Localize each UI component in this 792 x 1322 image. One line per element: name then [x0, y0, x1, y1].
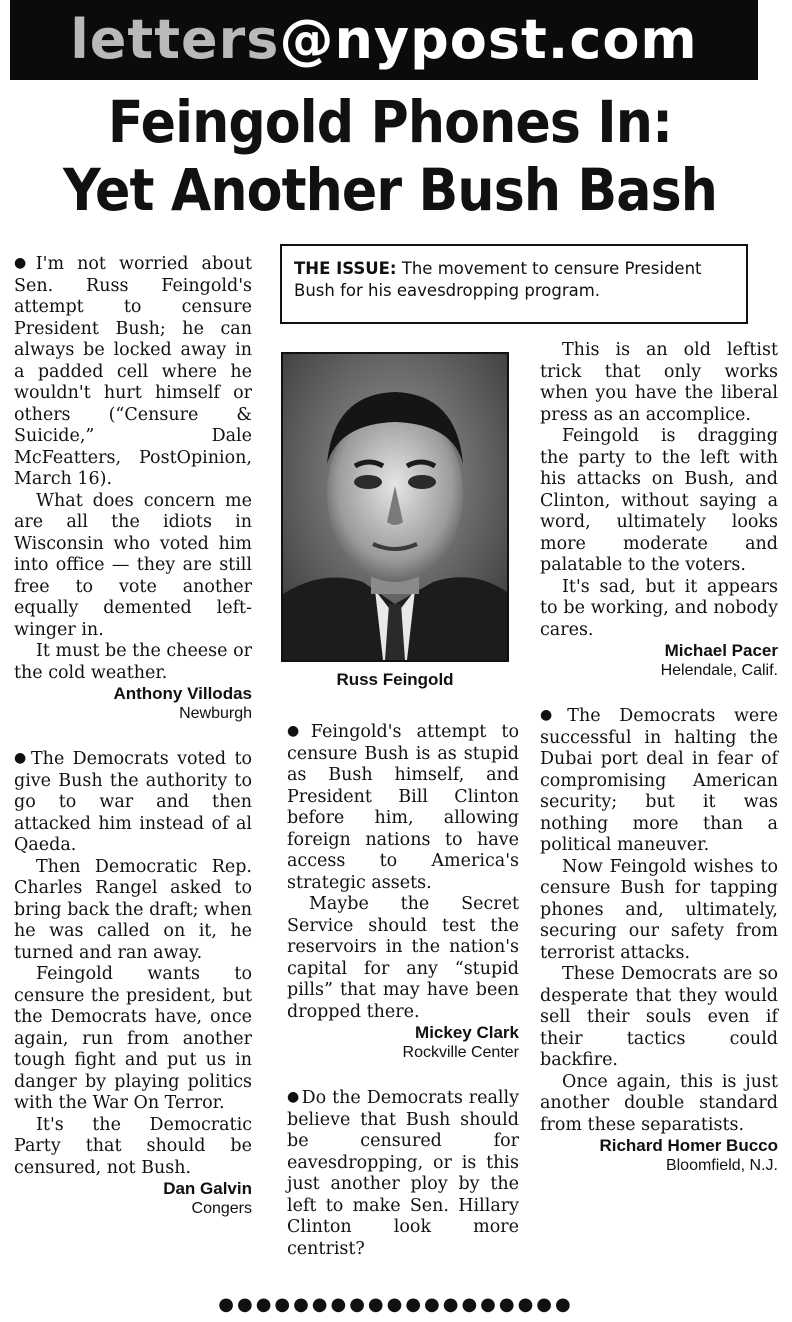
masthead-letters: letters: [70, 8, 280, 71]
letter-paragraph: It's the Democratic Party that should be censured, not Bush.: [14, 1114, 252, 1178]
letter-paragraph: ● I'm not worried about Sen. Russ Feingold's attempt to censure President Bush; he can always be locked away in a padded cell where he wouldn't hurt himself or others (“Censure & Suicide,” Dale McFeatters, PostOpinion, March 16).: [14, 254, 252, 489]
letter-2: [14, 748, 252, 1219]
photo-caption: Russ Feingold: [336, 670, 454, 689]
author-location: Bloomfield, N.J.: [665, 1157, 778, 1174]
letter-paragraph: Then Democratic Rep. Charles Rangel asked to bring back the draft; when he was called on it, he turned and ran away.: [14, 856, 252, 963]
letter-paragraph: ● The Democrats voted to give Bush the authority to go to war and then attacked him instead of al Qaeda.: [14, 749, 253, 855]
letter-4: [287, 1087, 519, 1260]
author-name: Dan Galvin: [163, 1179, 252, 1198]
letter-paragraph: It's sad, but it appears to be working, and nobody cares.: [540, 576, 778, 640]
letter-1: [14, 253, 252, 724]
letter-paragraph: What does concern me are all the idiots in Wisconsin who voted him into office — they are still free to vote another equally demented left-winger in.: [14, 490, 252, 640]
letter-paragraph: Maybe the Secret Service should test the reservoirs in the nation's capital for any “stupid pills” that may have been dropped there.: [287, 894, 519, 1022]
letter-paragraph: ● The Democrats were successful in halting the Dubai port deal in fear of compromising American security; but it was nothing more than a political maneuver.: [540, 706, 778, 855]
author-location: Congers: [191, 1200, 252, 1217]
letter-paragraph: Feingold wants to censure the president, but the Democrats have, once again, run from another tough fight and put us in danger by playing politics with the War On Terror.: [14, 964, 252, 1113]
bullet-icon: ●: [287, 1089, 300, 1105]
letter-6: [540, 705, 778, 1176]
bullet-icon: ●: [287, 723, 309, 739]
column-3: [540, 340, 778, 1176]
letter-paragraph: It must be the cheese or the cold weather.: [14, 641, 252, 683]
headline-line-2: Yet Another Bush Bash: [62, 156, 718, 224]
bullet-icon: ●: [540, 707, 566, 723]
bullet-icon: ●: [14, 750, 29, 766]
headline: [48, 88, 732, 224]
letter-paragraph: This is an old leftist trick that only works when you have the liberal press as an accomplice.: [540, 340, 778, 425]
issue-box: [280, 244, 748, 324]
issue-text: The movement to censure President Bush for his eavesdropping program.: [294, 259, 702, 300]
letter-signature: [540, 641, 778, 681]
column-2: [287, 721, 519, 1260]
portrait-photo: [281, 352, 509, 662]
issue-label: THE ISSUE:: [294, 259, 397, 278]
letter-paragraph: Feingold is dragging the party to the left with his attacks on Bush, and Clinton, without saying a word, ultimately looks more moderate and palatable to the voters.: [540, 426, 778, 575]
author-name: Richard Homer Bucco: [599, 1136, 778, 1155]
footer-dots: ●●●●●●●●●●●●●●●●●●●: [218, 1294, 574, 1315]
author-name: Anthony Villodas: [113, 684, 252, 703]
letter-paragraph: Now Feingold wishes to censure Bush for tapping phones and, ultimately, securing our safety from terrorist attacks.: [540, 856, 778, 963]
letter-paragraph: ● Do the Democrats really believe that Bush should be censured for eavesdropping, or is this just another ploy by the left to make Sen. Hillary Clinton look more centrist?: [287, 1088, 519, 1259]
letter-signature: [14, 1179, 252, 1219]
masthead: [10, 0, 758, 80]
letter-paragraph: These Democrats are so desperate that they would sell their souls even if their tactics could backfire.: [540, 964, 778, 1070]
letter-signature: [540, 1136, 778, 1176]
bullet-icon: ●: [14, 255, 34, 271]
author-location: Rockville Center: [402, 1044, 519, 1061]
column-1: [14, 253, 252, 1219]
letter-paragraph: Once again, this is just another double standard from these separatists.: [540, 1071, 778, 1135]
author-location: Helendale, Calif.: [660, 662, 778, 679]
letter-paragraph: ● Feingold's attempt to censure Bush is as stupid as Bush himself, and President Bill Clinton before him, allowing foreign nations to have access to America's strategic assets.: [287, 722, 520, 893]
author-name: Michael Pacer: [664, 641, 778, 660]
letter-3: [287, 721, 519, 1063]
letter-signature: [14, 684, 252, 724]
portrait-illustration: [283, 354, 507, 660]
author-location: Newburgh: [179, 705, 252, 722]
letter-signature: [287, 1023, 519, 1063]
author-name: Mickey Clark: [415, 1023, 519, 1042]
letter-5: [540, 340, 778, 681]
headline-line-1: Feingold Phones In:: [107, 88, 673, 156]
masthead-domain: @nypost.com: [279, 8, 698, 71]
